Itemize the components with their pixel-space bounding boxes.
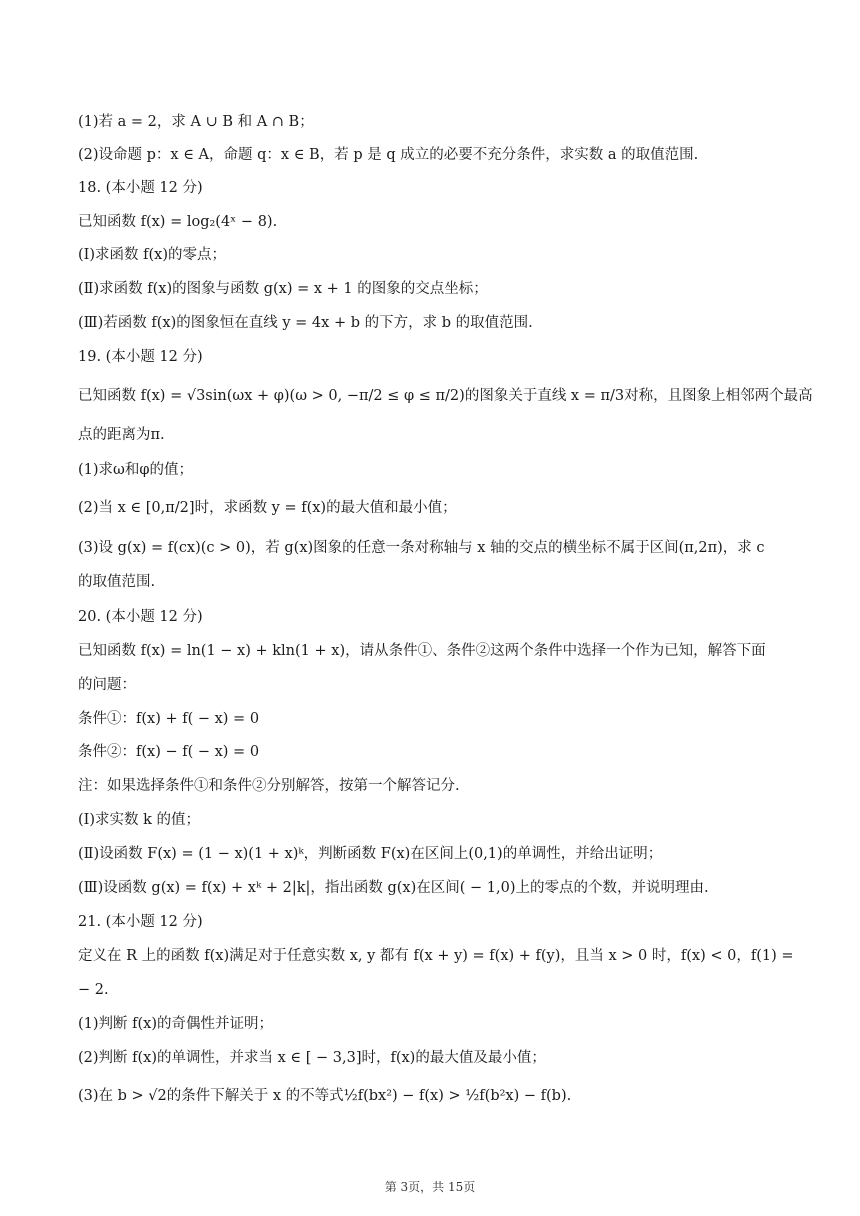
text-line: 条件①：f(x) + f( − x) = 0 bbox=[78, 711, 260, 727]
text-line: (Ⅰ)求实数 k 的值； bbox=[78, 812, 201, 828]
text-line: 定义在 R 上的函数 f(x)满足对于任意实数 x, y 都有 f(x + y) = f(x) + f(y)，且当 x > 0 时，f(x) < 0，f(1) = bbox=[78, 948, 794, 964]
text-line: 条件②：f(x) − f( − x) = 0 bbox=[78, 744, 260, 760]
text-line: (1)若 a = 2，求 A ∪ B 和 A ∩ B； bbox=[78, 114, 314, 130]
text-line: (2)判断 f(x)的单调性，并求当 x ∈ [ − 3,3]时，f(x)的最大值及最小值； bbox=[78, 1050, 546, 1066]
text-line: (Ⅱ)求函数 f(x)的图象与函数 g(x) = x + 1 的图象的交点坐标； bbox=[78, 281, 488, 297]
text-line: (2)当 x ∈ [0,π/2]时，求函数 y = f(x)的最大值和最小值； bbox=[78, 500, 457, 516]
text-line: 注：如果选择条件①和条件②分别解答，按第一个解答记分. bbox=[78, 778, 460, 794]
text-line: 已知函数 f(x) = log₂(4ˣ − 8). bbox=[78, 214, 278, 230]
question-heading-21: 21. (本小题 12 分) bbox=[78, 914, 203, 930]
text-line: (Ⅱ)设函数 F(x) = (1 − x)(1 + x)ᵏ，判断函数 F(x)在区间上(0,1)的单调性，并给出证明； bbox=[78, 846, 663, 862]
text-line: 点的距离为π. bbox=[78, 427, 165, 443]
text-line: 已知函数 f(x) = ln(1 − x) + kln(1 + x)，请从条件①、条件②这两个条件中选择一个作为已知，解答下面 bbox=[78, 643, 766, 659]
question-heading-18: 18. (本小题 12 分) bbox=[78, 180, 203, 196]
text-line: (Ⅰ)求函数 f(x)的零点； bbox=[78, 247, 227, 263]
question-heading-19: 19. (本小题 12 分) bbox=[78, 349, 203, 365]
text-line: (2)设命题 p：x ∈ A，命题 q：x ∈ B，若 p 是 q 成立的必要不充分条件，求实数 a 的取值范围. bbox=[78, 147, 699, 163]
question-heading-20: 20. (本小题 12 分) bbox=[78, 609, 203, 625]
text-line: 的取值范围. bbox=[78, 574, 156, 590]
text-line: (Ⅲ)设函数 g(x) = f(x) + xᵏ + 2|k|，指出函数 g(x)在区间( − 1,0)上的零点的个数，并说明理由. bbox=[78, 880, 709, 896]
text-line: (1)求ω和φ的值； bbox=[78, 462, 194, 478]
text-line: (3)设 g(x) = f(cx)(c > 0)，若 g(x)图象的任意一条对称轴与 x 轴的交点的横坐标不属于区间(π,2π)，求 c bbox=[78, 540, 765, 556]
text-line: 的问题： bbox=[78, 677, 136, 693]
text-line: (1)判断 f(x)的奇偶性并证明； bbox=[78, 1016, 274, 1032]
text-line: − 2. bbox=[78, 982, 109, 998]
text-line: 已知函数 f(x) = √3sin(ωx + φ)(ω > 0, −π/2 ≤ φ ≤ π/2)的图象关于直线 x = π/3对称，且图象上相邻两个最高 bbox=[78, 388, 813, 404]
page-footer: 第 3页，共 15页 bbox=[384, 1180, 476, 1194]
text-line: (Ⅲ)若函数 f(x)的图象恒在直线 y = 4x + b 的下方，求 b 的取值范围. bbox=[78, 315, 533, 331]
text-line: (3)在 b > √2的条件下解关于 x 的不等式½f(bx²) − f(x) > ½f(b²x) − f(b). bbox=[78, 1088, 572, 1104]
